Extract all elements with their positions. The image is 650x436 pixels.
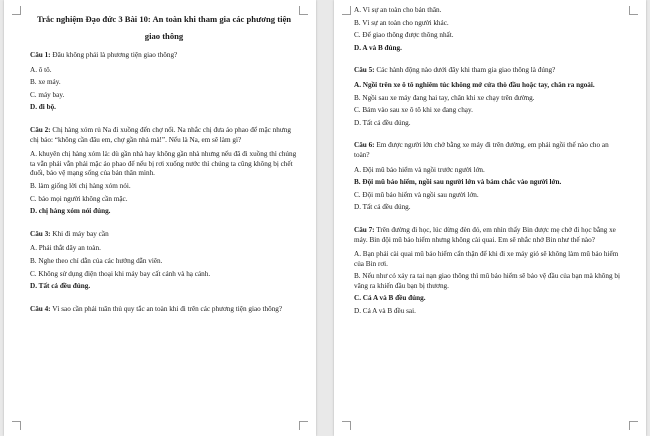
document-page-left: [4, 0, 316, 436]
crop-mark-top-left: [12, 6, 21, 15]
answer-option: D. Tất cả đều đúng.: [354, 118, 411, 127]
question-number: Câu 6:: [354, 141, 375, 150]
answer-option: A. Bạn phải cài quai mũ bảo hiểm cẩn thận để khi đi xe máy gió sẽ không làm mũ bảo hiểm của Bin rơi.: [354, 250, 619, 268]
question: [354, 66, 624, 76]
answer-option: C. Cả A và B đều đúng.: [354, 294, 426, 303]
answer-option: D. chị hàng xóm nói đúng.: [30, 207, 111, 216]
document-title: Trắc nghiệm Đạo đức 3 Bài 10: An toàn khi tham gia các phương tiện giao thông: [36, 14, 292, 41]
question: [30, 305, 298, 315]
question-number: Câu 4:: [30, 304, 51, 313]
crop-mark-top-right: [629, 6, 638, 15]
answer-option: A. ô tô.: [30, 65, 52, 74]
page-content-right: [354, 6, 624, 325]
answer-option: B. Nghe theo chỉ dẫn của các hướng dẫn viên.: [30, 256, 163, 265]
answer-option: A. Ngồi trên xe ô tô nghiêm túc không mở cửa thò đầu hoặc tay, chân ra ngoài.: [354, 80, 595, 89]
question-number: Câu 1:: [30, 51, 51, 59]
spacer: [354, 131, 624, 136]
question: [354, 141, 624, 160]
question-text: Khi đi máy bay cần: [52, 229, 109, 238]
crop-mark-top-left: [342, 6, 351, 15]
answer-option: B. xe máy.: [30, 78, 61, 87]
spacer: [30, 295, 298, 300]
answer-option: A. khuyên chị hàng xóm là: dù gần nhà hay không gần nhà nhưng nếu đã đi xuồng thì chúng ta vẫn phải vẫn phải mặc áo phao để nếu bị rơi xuống nước thì chúng ta cũng không bị chết đuối, bảo vệ mạng sống của bản thân mình.: [30, 150, 297, 178]
crop-mark-bottom-left: [342, 421, 351, 430]
answer-option: C. Không sử dụng điện thoại khi máy bay cất cánh và hạ cánh.: [30, 269, 211, 278]
answer-option: A. Đội mũ bảo hiểm và ngồi trước người lớn.: [354, 165, 485, 174]
answer-option: D. Tất cả đều đúng.: [354, 203, 411, 212]
answer-option: B. Đội mũ bảo hiểm, ngồi sau người lớn và bám chắc vào người lớn.: [354, 178, 562, 187]
page-content-left: [30, 6, 298, 324]
crop-mark-bottom-left: [12, 421, 21, 430]
question-text: Chị hàng xóm rủ Na đi xuồng đến chợ nổi. Na nhắc chị đưa áo phao để mặc nhưng chị bảo: “không cần đâu em, chợ gần nhà mà!”. Nếu là Na, em sẽ làm gì?: [30, 125, 291, 144]
question: [30, 126, 298, 145]
question-number: Câu 2:: [30, 125, 51, 134]
question-number: Câu 5:: [354, 66, 375, 75]
answer-option: B. làm giống lời chị hàng xóm nói.: [30, 181, 131, 190]
answer-option: B. Vì sự an toàn cho người khác.: [354, 18, 449, 27]
spacer: [30, 116, 298, 121]
answer-option: C. Bám vào sau xe ô tô khi xe đang chạy.: [354, 106, 473, 115]
answer-option: B. Ngồi sau xe máy đang hai tay, chân khi xe chạy trên đường.: [354, 93, 535, 102]
answer-option: C. bảo mọi người không cần mặc.: [30, 194, 128, 203]
document-page-right: [334, 0, 646, 436]
question: [30, 51, 298, 61]
answer-option: D. Tất cả đều đúng.: [30, 282, 91, 291]
spacer: [30, 319, 298, 324]
question: [354, 226, 624, 245]
answer-option: D. A và B đúng.: [354, 43, 402, 52]
spacer: [354, 216, 624, 221]
question-text: Các hành động nào dưới đây khi tham gia giao thông là đúng?: [376, 66, 556, 75]
spacer: [354, 56, 624, 61]
question-number: Câu 3:: [30, 229, 51, 238]
question-text: Vì sao cần phải tuân thủ quy tắc an toàn khi đi trên các phương tiện giao thông?: [52, 304, 283, 313]
question-text: Trên đường đi học, lúc dừng đèn đỏ, em nhìn thấy Bin được mẹ chở đi học bằng xe máy. Bin đội mũ bảo hiểm nhưng không cài quai. Em sẽ nhắc nhở Bin như thế nào?: [354, 225, 616, 244]
spacer: [354, 320, 624, 325]
answer-option: D. Cả A và B đều sai.: [354, 307, 416, 316]
question-number: Câu 7:: [354, 225, 375, 234]
answer-option: B. Nếu như có xảy ra tai nạn giao thông thì mũ bảo hiểm sẽ bảo vệ đầu của bạn mà không bị văng ra khiến đầu bạn bị thương.: [354, 272, 620, 290]
answer-option: D. đi bộ.: [30, 103, 56, 112]
crop-mark-top-right: [299, 6, 308, 15]
answer-option: A. Phải thắt dây an toàn.: [30, 244, 101, 253]
question-text: Em được người lớn chở bằng xe máy đi trên đường, em phải ngồi thế nào cho an toàn?: [354, 141, 609, 159]
question: [30, 230, 298, 240]
answer-option: C. Đội mũ bảo hiểm và ngồi sau người lớn.: [354, 190, 479, 199]
question-text: Đâu không phải là phương tiện giao thông?: [52, 51, 178, 59]
answer-option: C. Để giao thông được thông nhất.: [354, 31, 454, 40]
answer-option: A. Vì sự an toàn cho bản thân.: [354, 6, 442, 14]
spacer: [30, 220, 298, 225]
answer-option: C. máy bay.: [30, 90, 65, 99]
crop-mark-bottom-right: [629, 421, 638, 430]
crop-mark-bottom-right: [299, 421, 308, 430]
